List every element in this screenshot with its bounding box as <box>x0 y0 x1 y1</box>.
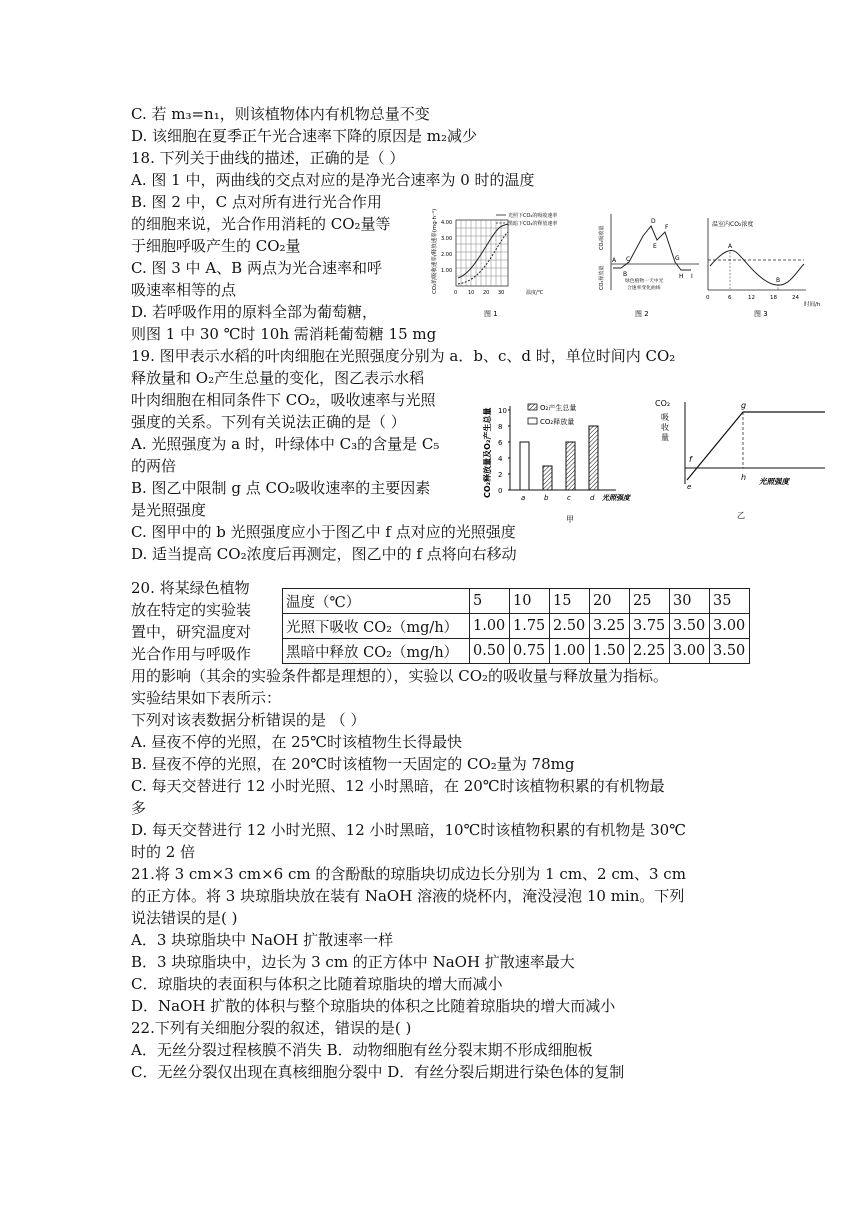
option-20a: A. 昼夜不停的光照，在 25℃时该植物生长得最快 <box>131 733 463 751</box>
yi-point-f: f <box>689 455 692 464</box>
fig3-xtick: 18 <box>770 295 777 301</box>
fig2-point: H <box>679 273 684 280</box>
option-21b: B．3 块琼脂块中，边长为 3 cm 的正方体中 NaOH 扩散速率最大 <box>131 953 575 971</box>
table-cell: 0.75 <box>510 639 550 664</box>
fig3-xlabel: 时间/h <box>804 302 821 308</box>
question-20-line2: 放在特定的实验装 <box>131 601 252 619</box>
question-18: 18. 下列关于曲线的描述，正确的是（ ） <box>131 149 405 167</box>
jia-ytick-label: 10 <box>498 407 507 415</box>
question-20-line1: 20. 将某绿色植物 <box>131 579 250 597</box>
option-20c-line2: 多 <box>131 799 147 817</box>
table-header-row <box>283 589 750 614</box>
fig2-point: D <box>651 218 656 225</box>
jia-bar-d-o2 <box>589 426 598 490</box>
fig3-xtick: 24 <box>792 295 799 301</box>
option-18d-line2: 则图 1 中 30 ℃时 10h 需消耗葡萄糖 15 mg <box>131 325 437 343</box>
jia-ytick-label: 0 <box>498 487 503 495</box>
option-22cd: C．无丝分裂仅出现在真核细胞分裂中 D．有丝分裂后期进行染色体的复制 <box>131 1063 625 1081</box>
jia-bar-a-co2 <box>520 442 529 490</box>
fig2-ylabel2: CO₂释放量 <box>599 265 605 290</box>
option-18b-line2: 的细胞来说，光合作用消耗的 CO₂量等 <box>131 215 391 233</box>
table-cell: 1.00 <box>470 614 510 639</box>
table-cell: 3.25 <box>590 614 630 639</box>
question-20-line7: 下列对该表数据分析错误的是 （ ） <box>131 711 366 729</box>
table-header: 35 <box>710 589 750 614</box>
fig1-ytick: 4.00 <box>441 220 453 226</box>
fig1-xtick: 10 <box>468 290 475 296</box>
yi-point-h: h <box>741 473 747 482</box>
fig3-caption: 图 3 <box>754 310 768 318</box>
yi-ylabel2: 吸 <box>661 413 669 422</box>
question-20-line5: 用的影响（其余的实验条件都是理想的），实验以 CO₂的吸收量与释放量为指标。 <box>131 667 669 685</box>
table-row <box>283 639 750 664</box>
option-20d-line2: 时的 2 倍 <box>131 843 196 861</box>
question-19-line3: 叶肉细胞在相同条件下 CO₂，吸收速率与光照 <box>131 391 436 409</box>
question-21-line1: 21.将 3 cm×3 cm×6 cm 的含酚酞的琼脂块切成边长分别为 1 cm、2 cm、3 cm <box>131 865 686 883</box>
fig2-point: I <box>691 273 693 280</box>
option-18c-line1: C. 图 3 中 A、B 两点为光合速率和呼 <box>131 259 382 277</box>
question-21-line2: 的正方体。将 3 块琼脂块放在装有 NaOH 溶液的烧杯内，淹没浸泡 10 min。下列 <box>131 887 685 905</box>
table-cell: 3.00 <box>710 614 750 639</box>
jia-legend-co2-swatch <box>528 418 537 424</box>
option-19a-line2: 的两倍 <box>131 457 177 475</box>
jia-legend2: CO₂释放量 <box>540 418 575 426</box>
figure-yi-light-curve <box>655 388 833 524</box>
option-19c: C. 图甲中的 b 光照强度应小于图乙中 f 点对应的光照强度 <box>131 523 516 541</box>
jia-ylabel: CO₂释放量及O₂产生总量 <box>483 407 492 498</box>
fig3-curve <box>710 251 804 286</box>
question-22: 22.下列有关细胞分裂的叙述，错误的是( ) <box>131 1019 412 1037</box>
table-row <box>283 614 750 639</box>
question-19-line4: 强度的关系。下列有关说法正确的是（ ） <box>131 413 406 431</box>
fig2-point: E <box>653 243 657 250</box>
yi-xlabel: 光照强度 <box>759 477 789 486</box>
jia-xlabel: 光照强度 <box>602 494 630 502</box>
table-cell: 2.25 <box>630 639 670 664</box>
table-cell: 1.00 <box>550 639 590 664</box>
option-18b-line3: 于细胞呼吸产生的 CO₂量 <box>131 237 301 255</box>
jia-ytick-label: 4 <box>498 455 503 463</box>
table-header: 20 <box>590 589 630 614</box>
table-header: 温度（℃） <box>283 589 470 614</box>
fig3-point-a: A <box>728 243 733 250</box>
fig2-point: F <box>665 224 669 231</box>
option-18c-line2: 吸速率相等的点 <box>131 281 237 299</box>
table-cell: 1.50 <box>590 639 630 664</box>
fig1-dark-curve <box>458 232 508 284</box>
table-cell: 黑暗中释放 CO₂（mg/h） <box>283 639 470 664</box>
table-header: 25 <box>630 589 670 614</box>
fig2-desc1: 绿色植物一天中光 <box>625 279 664 284</box>
option-21d: D．NaOH 扩散的体积与整个琼脂块的体积之比随着琼脂块的增大而减小 <box>131 997 616 1015</box>
option-19d: D. 适当提高 CO₂浓度后再测定，图乙中的 f 点将向右移动 <box>131 545 517 563</box>
figure-1-temperature-chart <box>428 206 590 324</box>
option-21c: C．琼脂块的表面积与体积之比随着琼脂块的增大而减小 <box>131 975 503 993</box>
fig2-point: C <box>626 256 631 263</box>
fig2-caption: 图 2 <box>635 310 649 318</box>
fig1-light-curve <box>458 224 508 278</box>
fig1-xlabel: 温度/℃ <box>526 290 544 296</box>
option-17d: D. 该细胞在夏季正午光合速率下降的原因是 m₂减少 <box>131 127 478 145</box>
table-cell: 3.50 <box>670 614 710 639</box>
option-22ab: A．无丝分裂过程核膜不消失 B．动物细胞有丝分裂末期不形成细胞板 <box>131 1041 593 1059</box>
fig1-ytick: 1.00 <box>441 268 453 274</box>
option-20b: B. 昼夜不停的光照，在 20℃时该植物一天固定的 CO₂量为 78mg <box>131 755 575 773</box>
option-18d-line1: D. 若呼吸作用的原料全部为葡萄糖， <box>131 303 378 321</box>
question-20-line6: 实验结果如下表所示： <box>131 689 282 707</box>
jia-caption: 甲 <box>566 515 574 524</box>
option-17c: C. 若 m₃=n₁，则该植物体内有机物总量不变 <box>131 105 430 123</box>
fig2-point: G <box>675 255 680 262</box>
yi-point-g: g <box>741 401 747 410</box>
question-20-line4: 光合作用与呼吸作 <box>131 645 252 663</box>
yi-ylabel4: 量 <box>661 433 669 442</box>
option-18a: A. 图 1 中，两曲线的交点对应的是净光合速率为 0 时的温度 <box>131 171 535 189</box>
jia-legend1: O₂产生总量 <box>540 404 577 412</box>
option-19b-line2: 是光照强度 <box>131 501 207 519</box>
fig2-point: A <box>612 257 617 264</box>
jia-bar-c-o2 <box>566 442 575 490</box>
option-20c-line1: C. 每天交替进行 12 小时光照、12 小时黑暗，在 20℃时该植物积累的有机物最 <box>131 777 665 795</box>
jia-category: a <box>521 494 526 502</box>
figure-3-greenhouse-co2 <box>700 212 830 324</box>
fig2-curve <box>613 226 691 270</box>
fig3-title: 温室内CO₂浓度 <box>712 221 754 228</box>
table-cell: 3.75 <box>630 614 670 639</box>
figure-jia-bar-chart <box>478 380 654 528</box>
fig1-ytick: 2.00 <box>441 252 453 258</box>
fig1-ylabel: CO₂的吸收速率/释放速率(mg·h⁻¹) <box>432 208 438 294</box>
jia-legend-o2-swatch <box>528 404 537 410</box>
yi-point-e: e <box>687 483 692 491</box>
question-20-line3: 置中，研究温度对 <box>131 623 252 641</box>
fig2-desc2: 合速率变化曲线 <box>627 286 661 291</box>
fig3-xtick: 6 <box>728 295 732 301</box>
table-cell: 光照下吸收 CO₂（mg/h） <box>283 614 470 639</box>
jia-ytick-label: 6 <box>498 439 503 447</box>
table-cell: 3.00 <box>670 639 710 664</box>
question-19-line2: 释放量和 O₂产生总量的变化，图乙表示水稻 <box>131 369 425 387</box>
jia-bar-b-o2 <box>543 466 552 490</box>
table-cell: 3.50 <box>710 639 750 664</box>
fig2-point: B <box>623 271 628 278</box>
option-19a-line1: A. 光照强度为 a 时，叶绿体中 C₃的含量是 C₅ <box>131 435 440 453</box>
jia-category: b <box>544 494 549 502</box>
table-cell: 0.50 <box>470 639 510 664</box>
table-header: 15 <box>550 589 590 614</box>
option-19b-line1: B. 图乙中限制 g 点 CO₂吸收速率的主要因素 <box>131 479 431 497</box>
jia-ytick-label: 8 <box>498 423 503 431</box>
table-cell: 2.50 <box>550 614 590 639</box>
jia-ytick-label: 2 <box>498 471 503 479</box>
fig1-xtick: 30 <box>498 290 505 296</box>
option-21a: A．3 块琼脂块中 NaOH 扩散速率一样 <box>131 931 394 949</box>
jia-category: c <box>567 494 571 502</box>
fig1-legend1: 光照下CO₂的吸收速率 <box>508 213 558 219</box>
table-header: 10 <box>510 589 550 614</box>
yi-ylabel3: 收 <box>661 423 669 432</box>
option-18b-line1: B. 图 2 中，C 点对所有进行光合作用 <box>131 193 382 211</box>
figure-2-daily-curve <box>595 206 703 324</box>
question-19-line1: 19. 图甲表示水稻的叶肉细胞在光照强度分别为 a．b、c、d 时，单位时间内 CO₂ <box>131 347 676 365</box>
yi-ylabel1: CO₂ <box>655 399 671 408</box>
fig2-ylabel: CO₂吸收量 <box>599 225 605 250</box>
fig1-ytick: 3.00 <box>441 236 453 242</box>
yi-curve <box>687 412 825 480</box>
fig3-xtick: 0 <box>706 295 710 301</box>
yi-caption: 乙 <box>737 511 745 520</box>
option-20d-line1: D. 每天交替进行 12 小时光照、12 小时黑暗，10℃时该植物积累的有机物是 30℃ <box>131 821 687 839</box>
fig1-xtick: 20 <box>483 290 490 296</box>
question-21-line3: 说法错误的是( ) <box>131 909 238 927</box>
table-header: 5 <box>470 589 510 614</box>
table-header: 30 <box>670 589 710 614</box>
fig1-caption: 图 1 <box>484 310 498 318</box>
temperature-data-table <box>282 588 750 664</box>
jia-category: d <box>590 494 595 502</box>
fig3-point-b: B <box>776 277 781 284</box>
fig1-legend2: 黑暗下CO₂的释放速率 <box>508 221 558 227</box>
fig1-xtick: 0 <box>454 290 458 296</box>
table-cell: 1.75 <box>510 614 550 639</box>
fig3-xtick: 12 <box>748 295 755 301</box>
jia-y-ticks <box>498 407 510 495</box>
